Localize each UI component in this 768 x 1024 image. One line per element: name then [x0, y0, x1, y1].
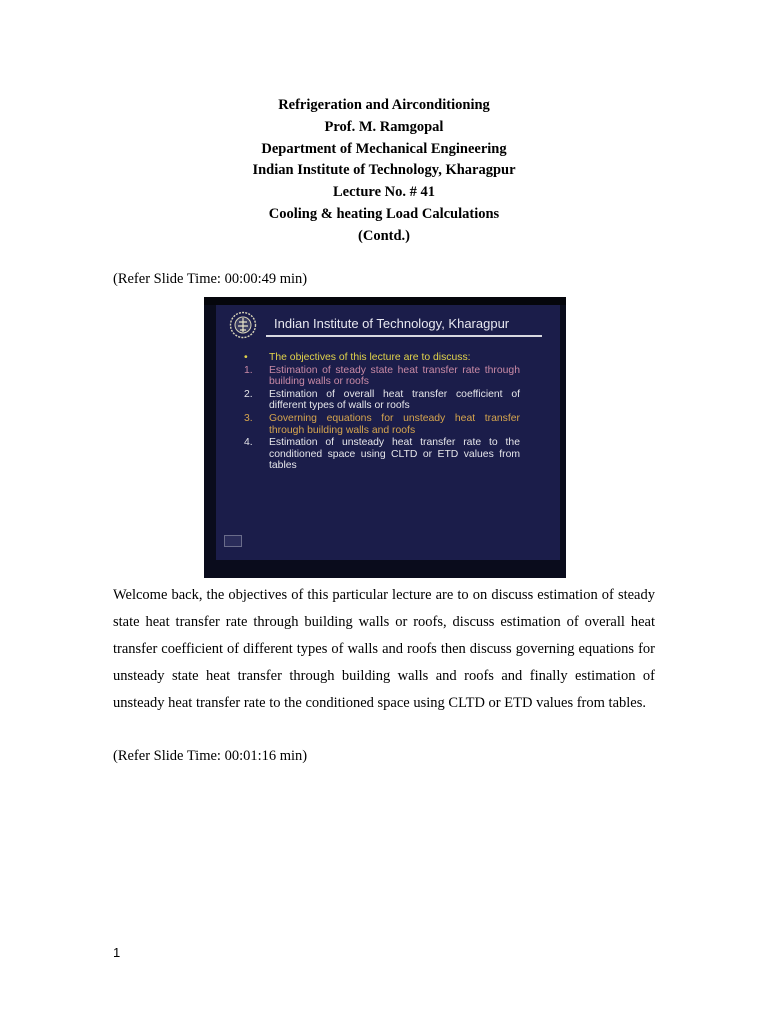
course-title: Refrigeration and Airconditioning	[278, 97, 490, 113]
page-number: 1	[113, 945, 121, 960]
slide-title: Indian Institute of Technology, Kharagpur	[274, 316, 510, 331]
slide-item	[244, 389, 520, 412]
professor-name: Prof. M. Ramgopal	[324, 118, 444, 135]
institute-name: Indian Institute of Technology, Kharagpur	[252, 162, 516, 179]
body-paragraph: Welcome back, the objectives of this particular lecture are to on discuss estimation of steady state heat transfer rate through building walls or roofs, discuss estimation of overall heat transfer coefficient of different types of walls and roofs then discuss governing equations for unsteady state heat transfer through building walls and roofs and finally estimation of unsteady heat transfer rate to the conditioned space using CLTD or ETD values from tables.	[113, 587, 655, 711]
slide-nav-icon	[224, 535, 242, 547]
slide-item	[244, 437, 520, 471]
slide-divider	[266, 335, 542, 337]
slide-item	[244, 413, 520, 436]
slide-item-marker: •	[244, 352, 248, 363]
refer-slide-time-1: (Refer Slide Time: 00:00:49 min)	[113, 271, 308, 287]
refer-slide-time-2: (Refer Slide Time: 00:01:16 min)	[113, 748, 308, 764]
lecture-continued: (Contd.)	[358, 227, 410, 244]
slide-item-text: Estimation of unsteady heat transfer rate to the conditioned space using CLTD or ETD values from tables	[269, 437, 520, 472]
slide-top-bar	[204, 297, 566, 305]
document-header	[0, 95, 768, 248]
slide-item-marker: 4.	[244, 437, 253, 449]
slide-item	[244, 352, 520, 363]
slide-item-marker: 3.	[244, 413, 253, 425]
slide-item	[244, 365, 520, 388]
lecture-number: Lecture No. # 41	[332, 184, 436, 201]
slide-item-marker: 1.	[244, 364, 253, 376]
slide-item-text: The objectives of this lecture are to discuss:	[269, 352, 471, 363]
slide-item-marker: 2.	[244, 389, 253, 401]
department-name: Department of Mechanical Engineering	[261, 140, 507, 157]
lecture-title: Cooling & heating Load Calculations	[268, 205, 500, 222]
slide-item-text: Governing equations for unsteady heat transfer through building walls and roofs	[269, 413, 520, 436]
slide-item-text: Estimation of steady state heat transfer rate through building walls or roofs	[269, 364, 520, 388]
lecture-slide-image	[204, 297, 566, 578]
slide-objectives-list	[244, 352, 520, 473]
iit-emblem-icon	[229, 311, 257, 339]
slide-item-text: Estimation of overall heat transfer coefficient of different types of walls or roofs	[269, 389, 520, 412]
